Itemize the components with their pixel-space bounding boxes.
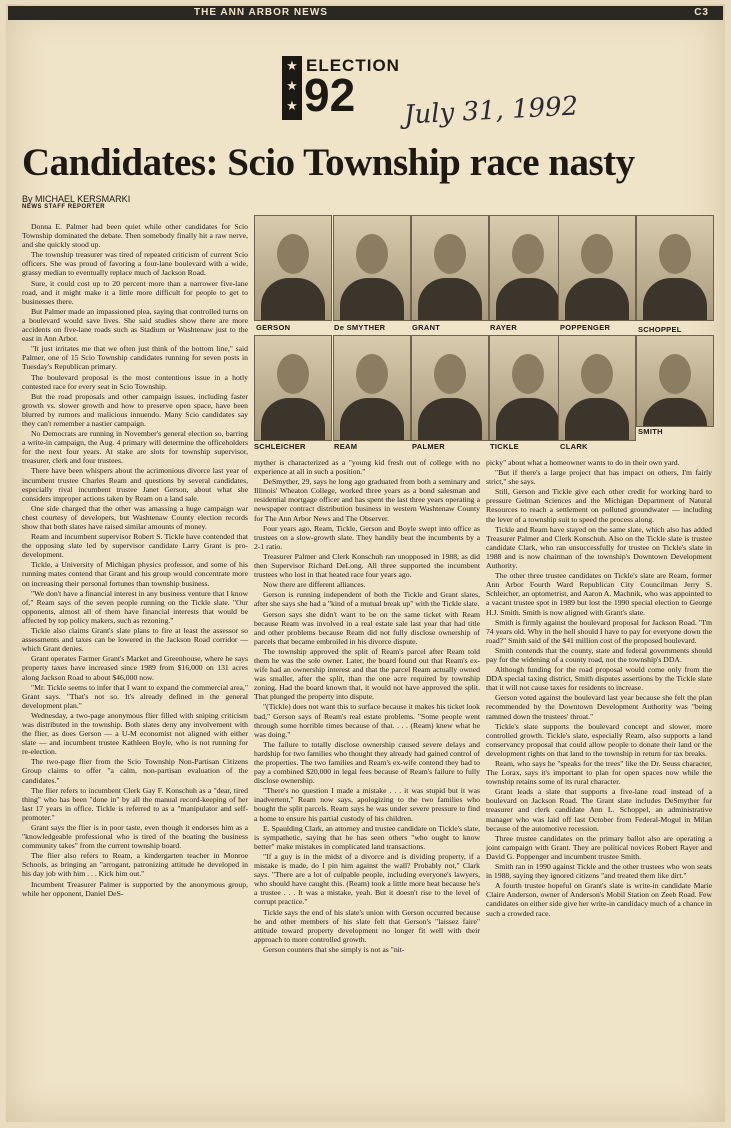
handwritten-date: July 31, 1992 — [403, 91, 579, 131]
paragraph: The failure to totally disclose ownership caused severe delays and hardship for two families who thought they already had gained control of the properties. The two families and Ream's ex-wife contend they had to pay a combined $20,000 in legal fees because of Ream's failure to fully disclose ownership. — [254, 739, 480, 786]
stars-column — [282, 56, 302, 120]
paragraph: But Palmer made an impassioned plea, saying that controlled turns on a boulevard would save lives. She said studies show there are more accidents on five-lane roads such as Stadium or Washtenaw just to the east in Ann Arbor. — [22, 306, 248, 344]
paragraph: Grant leads a slate that supports a five-lane road instead of a boulevard on Jackson Road. The Grant slate includes DeSmyther for treasurer and clerk candidate Ann L. Schoppel, an administrative manager who was laid off last October from Federal-Mogul in Milan because of the automotive recession. — [486, 787, 712, 833]
paragraph: The township treasurer was tired of repeated criticism of current Scio officers. She was proud of favoring a four-lane boulevard with a wide, grassy median to eventually replace much of Jackson Road. — [22, 250, 248, 278]
election-word: ELECTION — [306, 56, 400, 75]
article-column-1 — [22, 222, 248, 1122]
candidate-photo-gerson — [254, 215, 332, 321]
candidate-photo-desmyther — [333, 215, 411, 321]
election-year: 92 — [304, 69, 356, 121]
star-icon: ★ — [286, 98, 298, 113]
candidate-photo-schoppel — [636, 215, 714, 321]
paragraph: Sure, it could cost up to 20 percent more than a narrower five-lane road, and it might make it a little more difficult for people to get to businesses there. — [22, 278, 248, 306]
paragraph: "There's no question I made a mistake . . . it was stupid but it was inadvertent," Ream now says, apologizing to the two families who bought the split parcels. Ream says he was under severe pressure to find a home to ensure his partial custody of his children. — [254, 786, 480, 823]
paragraph: There have been whispers about the acrimonious divorce last year of incumbent trustee Charles Ream and questions by several candidates, especially rival incumbent trustee Janet Gerson, about what she considers improper actions taken by Ream on a land sale. — [22, 466, 248, 503]
headline: Candidates: Scio Township race nasty — [22, 141, 635, 184]
byline-author: By MICHAEL KERSMARKI — [22, 194, 131, 204]
paragraph: Now there are different alliances. — [263, 580, 366, 590]
paragraph: Three trustee candidates on the primary ballot also are operating a joint campaign with Grant. They are political novices Robert Rayer and David G. Poppenger and incumbent trustee Smith. — [486, 833, 712, 861]
paragraph: "It just irritates me that we often just think of the bottom line," said Palmer, one of 15 Scio Township candidates running for seven posts in Tuesday's Republican primary. — [22, 344, 248, 372]
paragraph: Gerson counters that she simply is not as "nit- — [263, 944, 405, 954]
newspaper-name: THE ANN ARBOR NEWS — [194, 7, 328, 18]
photo-caption: TICKLE — [490, 442, 519, 451]
paragraph: Incumbent Treasurer Palmer is supported by the anonymous group, while her opponent, Daniel DeS- — [22, 879, 248, 898]
paragraph: "If a guy is in the midst of a divorce and is dividing property, if a mistake is made, do I pin him against the wall? Probably not," Clark says. "There are a lot of culpable people, including everyone's lawyers, who should have caught this. (Ream) took a little more heat because he's a trustee . . . It was a mistake, yeah. But it doesn't rise to the level of corrupt practice." — [254, 851, 480, 907]
photo-caption: SCHLEICHER — [254, 442, 306, 451]
candidate-photo-clark — [558, 335, 636, 441]
page-number: C3 — [694, 7, 709, 18]
paragraph: Grant says the flier is in poor taste, even though it endorses him as a "knowledgeable professional who is tired of the boating the business community takes" from the current township board. — [22, 823, 248, 851]
article-column-2 — [254, 458, 480, 1122]
photo-caption: SCHOPPEL — [638, 325, 682, 334]
paragraph: The flier refers to incumbent Clerk Gay F. Konschuh as a "dear, tired thing" who has been "done in" by all the manual record-keeping of her last 17 years in office. Tickle is referred to as a "manipulator and self-promoter." — [22, 785, 248, 822]
photo-caption: SMITH — [638, 427, 663, 436]
paragraph: No Democrats are running in November's general election so, barring a write-in campaign, the Aug. 4 primary will determine the officeholders for the next four years. At stake are slots for township supervisor, treasurer, clerk and four trustees. — [22, 429, 248, 466]
paragraph: Four years ago, Ream, Tickle, Gerson and Boyle swept into office as trustees on a slow-growth slate. They handily beat the incumbents by a 2-1 ratio. — [254, 523, 480, 551]
paragraph: Gerson says she didn't want to be on the same ticket with Ream because Ream was involved in a real estate sale last year that had title and other problems because Ream did not fully disclose ownership of parcels that became embroiled in his divorce dispute. — [254, 609, 480, 646]
byline — [22, 194, 130, 210]
election-logo — [282, 56, 400, 121]
photo-caption: RAYER — [490, 323, 518, 332]
paragraph: The township approved the split of Ream's parcel after Ream told them he was the sole owner. Later, the board found out that Ream's ex-wife had an ownership interest and that the parcel Ream actually owned was smaller, after the split, than the one acre required by township zoning. Had the board known that, it would not have approved the split. That plunged the property into dispute. — [254, 646, 480, 702]
paragraph: Tickle's slate supports the boulevard concept and slower, more controlled growth. Tickle's slate, especially Ream, also supports a land conservancy proposal that could allow people to donate their land or the development rights on that land to the township in return for tax breaks. — [486, 721, 712, 758]
paragraph: A fourth trustee hopeful on Grant's slate is write-in candidate Marie Claire Anderson, owner of Anderson's Mobil Station on Zeeb Road. Few candidates on either side give her write-in candidacy much of a chance in such a crowded race. — [486, 881, 712, 918]
paragraph: picky" about what a homeowner wants to do in their own yard. — [486, 458, 680, 467]
paragraph: "(Tickle) does not want this to surface because it makes his ticket look bad," Gerson says of Ream's real estate problems. "Some people went through some horrible times because of that. . . . (Ream) knew what he was doing." — [254, 702, 480, 739]
masthead-bar — [8, 6, 723, 20]
paragraph: Donna E. Palmer had been quiet while other candidates for Scio Township dominated the debate. Then somebody finally hit a raw nerve, and she quickly stood up. — [22, 222, 248, 250]
photo-caption: GERSON — [256, 323, 291, 332]
paragraph: "We don't have a financial interest in any business venture that I know of," Ream says of the seven people running on the Tickle slate. "Our opponents, almost all of them have financial interests that would be affected by top policy makers, such as rezoning." — [22, 588, 248, 625]
candidate-photo-poppenger — [558, 215, 636, 321]
candidate-photo-tickle — [489, 335, 567, 441]
paragraph: The other three trustee candidates on Tickle's slate are Ream, former Ann Arbor Fourth Ward Republican City Councilman Jerry S. Schleicher, an optometrist, and Aaron A. Machnik, who was appointed to a vacant trustee spot in 1989 but lost the 1990 special election to George H.J. Smith. Smith is now aligned with Grant's slate. — [486, 571, 712, 617]
paragraph: Tickle and Ream have stayed on the same slate, which also has added Treasurer Palmer and Clerk Konschuh. Also on the Tickle slate is trustee candidate Clark, who ran unsuccessfully for trustee on Tickle's slate in 1988 and is now chairman of the township's Downtown Development Authority. — [486, 524, 712, 571]
paragraph: Ream, who says he "speaks for the trees" like the Dr. Seuss character, The Lorax, says it's important to plan for open spaces now while the township retains some of its rural character. — [486, 759, 712, 787]
paragraph: Smith is firmly against the boulevard proposal for Jackson Road. "I'm 74 years old. Why in the hell should I have to pay for everyone down the road?" Smith said of the $41 million cost of the proposed boulevard. — [486, 617, 712, 645]
paragraph: Still, Gerson and Tickle give each other credit for working hard to pressure Gelman Sciences and the Michigan Department of Natural Resources to reach a settlement on polluted groundwater — including the lever of a township suit to speed the process along. — [486, 487, 712, 524]
photo-caption: GRANT — [412, 323, 441, 332]
paragraph: The boulevard proposal is the most contentious issue in a hotly contested race for every seat in Scio Township. — [22, 372, 248, 391]
byline-role: NEWS STAFF REPORTER — [22, 204, 106, 210]
photo-caption: CLARK — [560, 442, 588, 451]
paragraph: DeSmyther, 29, says he long ago graduated from both a seminary and Illinois' Wheaton College, worked three years as a bond salesman and residential mortgage officer and has spent the last three years operating a newspaper contract distribution business in western Washtenaw County for The Ann Arbor News and The Observer. — [254, 477, 480, 523]
paragraph: myther is characterized as a "young kid fresh out of college with no experience at all in such a position." — [254, 458, 480, 477]
paragraph: One side charged that the other was amassing a huge campaign war chest courtesy of developers, but Washtenaw County election records show that both slates have raised similar amounts of money. — [22, 503, 248, 531]
paragraph: Smith contends that the county, state and federal governments should pay for the widening of a county road, not the township's DDA. — [486, 645, 712, 664]
paragraph: Treasurer Palmer and Clerk Konschuh ran unopposed in 1988, as did then Supervisor Richard DeLong. All three supported the incumbent trustees who lost in that heated race four years ago. — [254, 551, 480, 580]
star-icon: ★ — [286, 78, 298, 93]
paragraph: Tickle, a University of Michigan physics professor, and some of his running mates contend that Grant and his group would concentrate more on increasing their personal fortunes than township business. — [22, 560, 248, 588]
paragraph: The two-page flier from the Scio Township Non-Partisan Citizens Group claims to offer "a calm, non-partisan evaluation of the candidates." — [22, 757, 248, 785]
paragraph: Smith ran in 1990 against Tickle and the other trustees who won seats in 1988, saying they ignored citizens "and treated them like dirt." — [486, 862, 712, 881]
candidate-photo-ream — [333, 335, 411, 441]
paragraph: Gerson is running independent of both the Tickle and Grant slates, after she says she had a "kind of a mutual break up" with the Tickle slate. — [254, 590, 480, 609]
paragraph: Although funding for the road proposal would come only from the DDA special taxing district, Smith disputes assertions by the Tickle slate that it will not cause taxes for residents to increase. — [486, 665, 712, 693]
paragraph: The flier also refers to Ream, a kindergarten teacher in Monroe Schools, as bringing an "arrogant, patronizing attitude he developed in his day job with him . . . Kick him out." — [22, 851, 248, 879]
candidate-photo-schleicher — [254, 335, 332, 441]
photo-caption: POPPENGER — [560, 323, 611, 332]
candidate-photo-palmer — [411, 335, 489, 441]
article-column-3 — [486, 458, 712, 1122]
paragraph: "But if there's a large project that has impact on others, I'm fairly strict," she says. — [486, 468, 712, 487]
paragraph: Ream and incumbent supervisor Robert S. Tickle have contended that the opposing slate led by supervisor candidate Larry Grant is pro-development. — [22, 532, 248, 560]
paragraph: But the road proposals and other campaign issues, including faster growth vs. slower growth and how to preserve open space, have been blurred by rumors and malicious innuendo. Many Scio candidates say they can't remember a nastier campaign. — [22, 391, 248, 428]
paragraph: Grant operates Farmer Grant's Market and Greenhouse, where he says property taxes have increased since 1989 from $16,000 on 131 acres along Jackson Road to about $46,000 now. — [22, 654, 248, 682]
paragraph: Gerson voted against the boulevard last year because she felt the plan recommended by the Downtown Development Authority was "being rammed down the trustees' throat." — [486, 693, 712, 721]
candidate-photo-smith — [636, 335, 714, 427]
paragraph: Wednesday, a two-page anonymous flier filled with sniping criticism was distributed in the township. Both slates deny any involvement with the flier, as does Gerson — a U-M economist not aligned with either slate — and incumbent trustee Kathleen Boyle, who is not running for re-election. — [22, 710, 248, 757]
star-icon: ★ — [286, 58, 298, 73]
candidate-photo-grant — [411, 215, 489, 321]
paragraph: E. Spaulding Clark, an attorney and trustee candidate on Tickle's slate, is sympathetic, saying that he has seen others "who ought to know better" make mistakes in complicated land transactions. — [254, 823, 480, 851]
paragraph: Tickle also claims Grant's slate plans to fire at least the assessor so assessments and taxes can be lowered in the Jackson Road corridor — which Grant denies. — [22, 626, 248, 654]
photo-caption: REAM — [334, 442, 358, 451]
paragraph: Tickle says the end of his slate's union with Gerson occurred because he and other members of his slate felt that Gerson's "laissez faire" attitude toward property development no longer fit well with their approach to more controlled growth. — [254, 907, 480, 944]
photo-caption: PALMER — [412, 442, 445, 451]
candidate-photo-rayer — [489, 215, 567, 321]
paragraph: "Mr. Tickle seems to infer that I want to expand the commercial area," Grant says. "That's not so. It's already defined in the general development plan." — [22, 682, 248, 710]
photo-caption: De SMYTHER — [334, 323, 386, 332]
